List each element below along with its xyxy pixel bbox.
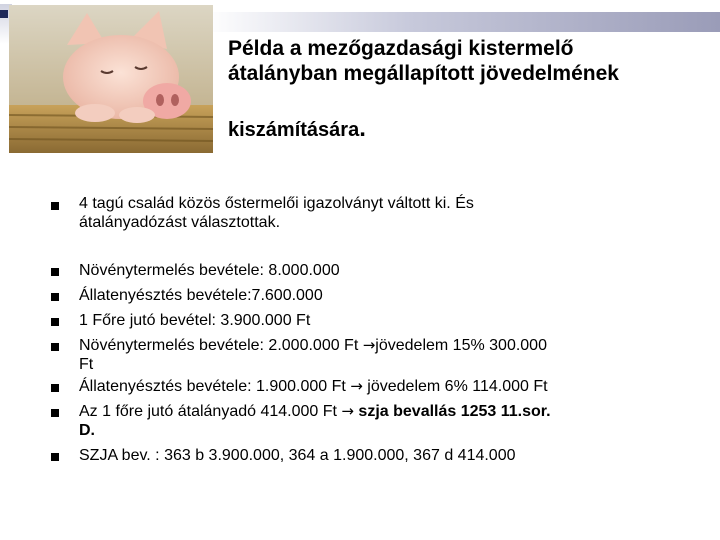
list-item-6 (79, 377, 699, 396)
title-line-2: átalányban megállapított jövedelmének (228, 62, 619, 85)
list-item-7-text-a: Az 1 főre jutó átalányadó 414.000 Ft (79, 403, 342, 420)
title-dot: . (359, 115, 366, 142)
list-item-2: Növénytermelés bevétele: 8.000.000 (79, 262, 340, 279)
list-item-1-line-1: 4 tagú család közös őstermelői igazolványt váltott ki. És (79, 195, 474, 212)
arrow-right-icon: → (362, 336, 376, 354)
decorative-accent-square (0, 10, 8, 18)
bullet-square-icon (51, 409, 59, 417)
bullet-square-icon (51, 343, 59, 351)
bullet-square-icon (51, 384, 59, 392)
list-item-7 (79, 402, 699, 421)
list-item-7-text-b: szja bevallás 1253 11.sor. (353, 403, 551, 420)
list-item-1-line-2: átalányadózást választottak. (79, 214, 281, 231)
list-item-5-text-b: jövedelem 15% 300.000 (375, 337, 547, 354)
list-item-6-text-b: jövedelem 6% 114.000 Ft (362, 378, 548, 395)
arrow-right-icon: → (350, 377, 363, 395)
bullet-square-icon (51, 293, 59, 301)
list-item-7-line-2: D. (79, 422, 95, 439)
list-item-8: SZJA bev. : 363 b 3.900.000, 364 a 1.900.000, 367 d 414.000 (79, 447, 516, 464)
list-item-4: 1 Főre jutó bevétel: 3.900.000 Ft (79, 312, 311, 329)
decorative-bar-top (205, 12, 720, 32)
list-item-5 (79, 336, 699, 355)
list-item-5-text-a: Növénytermelés bevétele: 2.000.000 Ft (79, 337, 363, 354)
bullet-square-icon (51, 318, 59, 326)
pig-photo (9, 5, 213, 153)
list-item-6-text-a: Állatenyésztés bevétele: 1.900.000 Ft (79, 378, 351, 395)
list-item-5-line-2: Ft (79, 356, 94, 373)
title-line-1: Példa a mezőgazdasági kistermelő (228, 37, 574, 60)
bullet-square-icon (51, 453, 59, 461)
list-item-3: Állatenyésztés bevétele:7.600.000 (79, 287, 323, 304)
bullet-square-icon (51, 268, 59, 276)
title-line-3 (228, 115, 366, 143)
bullet-square-icon (51, 202, 59, 210)
arrow-right-icon: → (341, 402, 354, 420)
title-line-3-text: kiszámítására (228, 119, 360, 141)
page-title (228, 36, 698, 86)
